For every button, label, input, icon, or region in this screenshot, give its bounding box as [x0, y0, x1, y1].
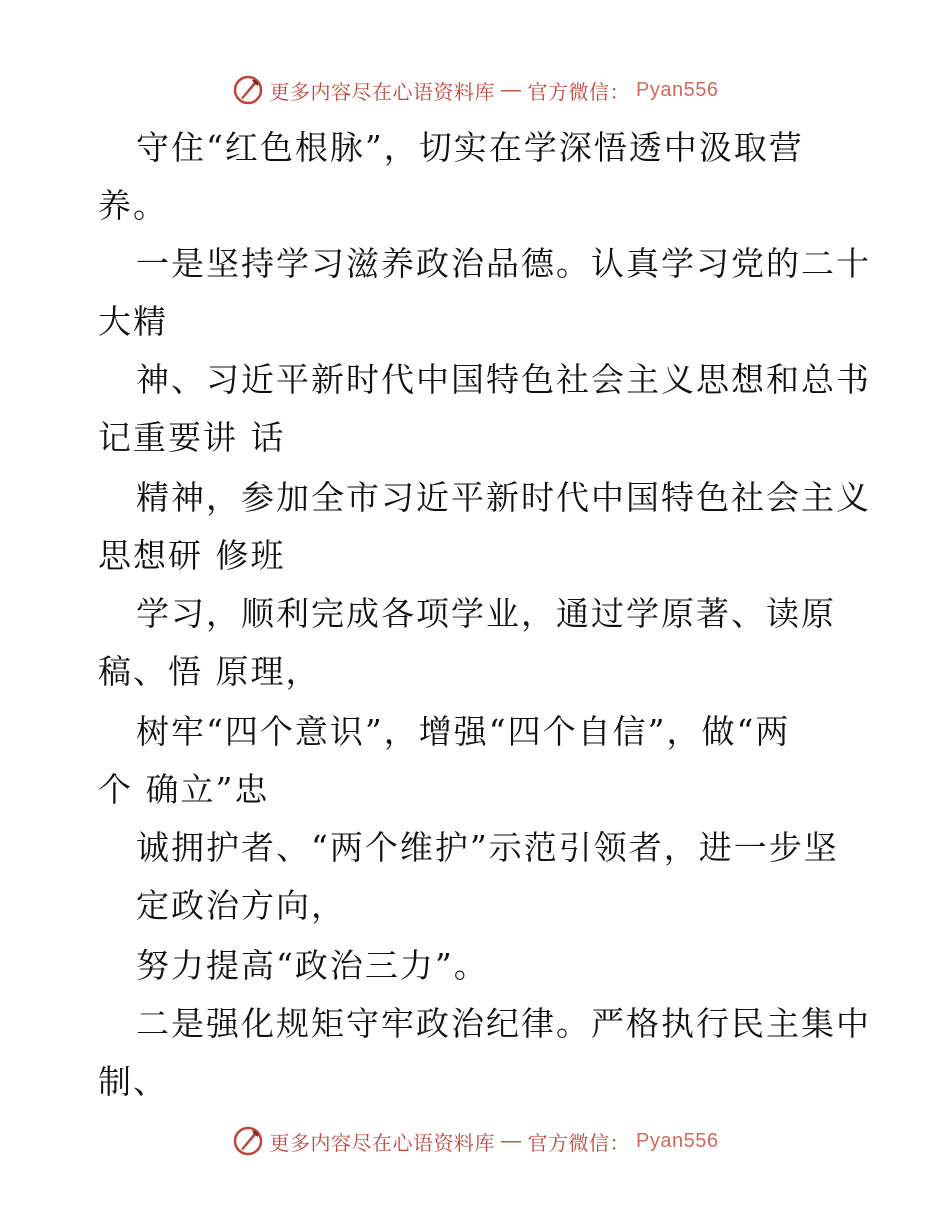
- text-line: 努力提高“政治三力”。: [136, 946, 489, 985]
- header-banner-id: Pyan556: [636, 78, 719, 101]
- text-line: 稿、悟 原理，: [98, 652, 321, 691]
- footer-banner-content: [232, 1125, 719, 1157]
- footer-banner-id: Pyan556: [636, 1129, 719, 1152]
- text-line: 神、习近平新时代中国特色社会主义思想和总书: [136, 360, 871, 399]
- text-line: 二是强化规矩守牢政治纪律。严格执行民主集中: [136, 1004, 871, 1043]
- text-line: 养。: [98, 186, 168, 225]
- text-line: 记重要讲 话: [98, 418, 286, 457]
- text-line: 大精: [98, 302, 168, 341]
- text-line: 思想研 修班: [98, 536, 286, 575]
- text-line: 一是坚持学习滋养政治品德。认真学习党的二十: [136, 244, 871, 283]
- footer-banner-text: 更多内容尽在心语资料库: [269, 1132, 496, 1155]
- text-line: 个 确立”忠: [98, 770, 270, 809]
- text-line: 诚拥护者、“两个维护”示范引领者，进一步坚: [136, 828, 839, 867]
- text-line: 定政治方向，: [136, 886, 346, 925]
- text-line: 守住“红色根脉”，切实在学深悟透中汲取营: [136, 128, 804, 167]
- header-banner-contact: 官方微信：: [527, 81, 631, 104]
- text-line: 树牢“四个意识”，增强“四个自信”，做“两: [136, 712, 791, 751]
- text-line: 精神，参加全市习近平新时代中国特色社会主义: [136, 478, 871, 517]
- quill-logo-icon: [232, 1125, 264, 1157]
- text-line: 制、: [98, 1062, 168, 1101]
- header-banner-separator: —: [501, 78, 522, 101]
- footer-banner: [0, 1121, 950, 1161]
- footer-banner-contact: 官方微信：: [527, 1132, 631, 1155]
- footer-banner-separator: —: [501, 1129, 522, 1152]
- text-line: 学习，顺利完成各项学业，通过学原著、读原: [136, 594, 836, 633]
- header-banner-text: 更多内容尽在心语资料库: [269, 81, 496, 104]
